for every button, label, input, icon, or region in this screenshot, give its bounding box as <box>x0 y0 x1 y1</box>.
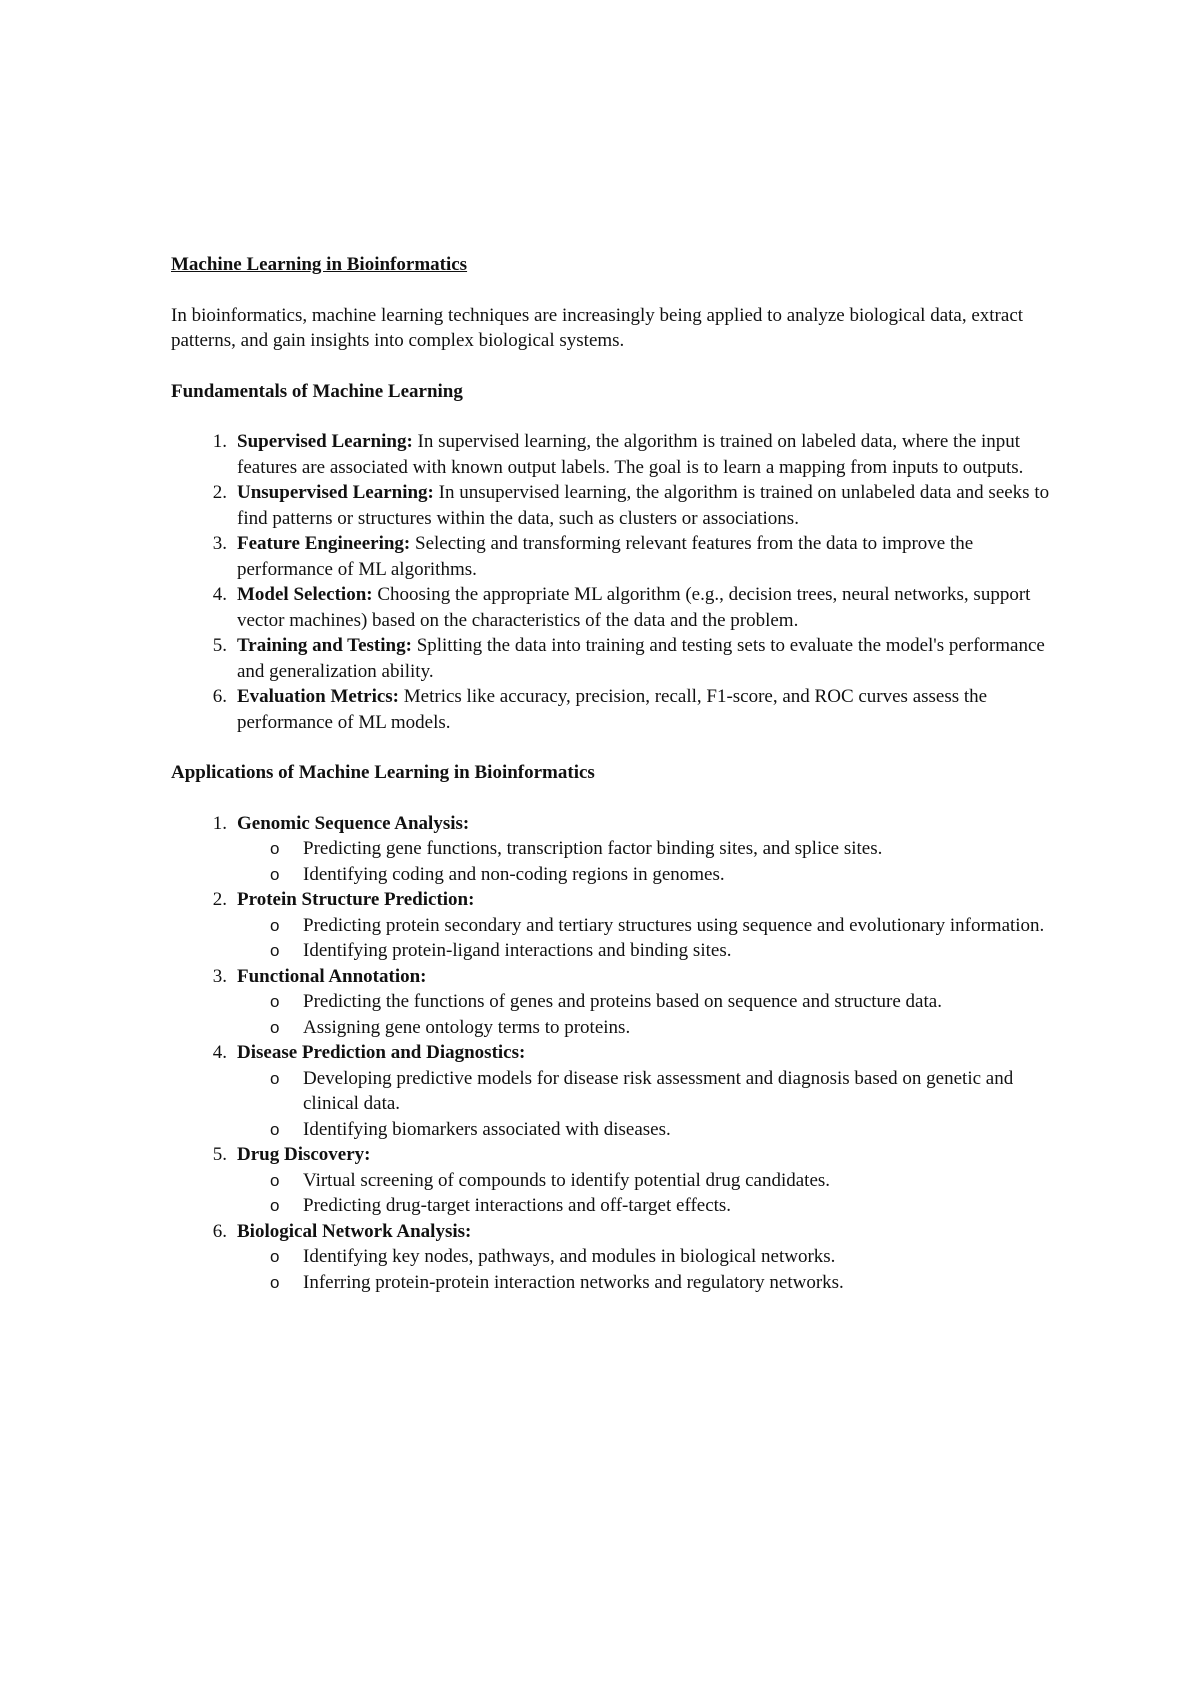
sub-list <box>237 1244 1051 1295</box>
list-item-text: Metrics like accuracy, precision, recall, F1-score, and ROC curves assess the performance of ML models. <box>237 686 988 733</box>
bullet-icon: o <box>270 1247 280 1266</box>
sub-list-item <box>237 1168 1051 1194</box>
sub-list-item <box>237 836 1051 862</box>
sub-list-item <box>237 913 1051 939</box>
list-number: 1. <box>212 431 227 452</box>
sub-list-item-text: Inferring protein-protein interaction networks and regulatory networks. <box>303 1271 844 1293</box>
list-number: 5. <box>212 1144 227 1165</box>
sub-list-item <box>237 938 1051 964</box>
sub-list-item <box>237 1193 1051 1219</box>
section-heading-fundamentals: Fundamentals of Machine Learning <box>171 380 463 402</box>
list-item-text: Choosing the appropriate ML algorithm (e.g., decision trees, neural networks, support vector machines) based on the characteristics of the data and the problem. <box>237 584 1031 631</box>
list-number: 4. <box>212 584 227 605</box>
list-item <box>171 684 1051 735</box>
sub-list-item-text: Assigning gene ontology terms to proteins. <box>303 1016 631 1038</box>
sub-list-item-text: Predicting the functions of genes and proteins based on sequence and structure data. <box>303 991 942 1012</box>
sub-list-item-text: Virtual screening of compounds to identify potential drug candidates. <box>303 1169 831 1191</box>
list-item-term: Model Selection: <box>237 584 373 605</box>
sub-list <box>237 836 1051 887</box>
list-number: 5. <box>212 635 227 656</box>
list-item <box>171 811 1051 888</box>
list-item <box>171 633 1051 684</box>
fundamentals-list <box>171 429 1051 735</box>
sub-list-item <box>237 1117 1051 1143</box>
sub-list-item-text: Identifying key nodes, pathways, and modules in biological networks. <box>303 1246 836 1267</box>
bullet-icon: o <box>270 1272 280 1292</box>
bullet-icon: o <box>270 1170 280 1190</box>
list-item <box>171 964 1051 1041</box>
sub-list <box>237 989 1051 1040</box>
list-item <box>171 429 1051 480</box>
bullet-icon: o <box>270 1017 280 1037</box>
bullet-icon: o <box>270 1068 280 1088</box>
document-content <box>171 252 1051 1320</box>
list-number: 2. <box>212 482 227 503</box>
sub-list-item <box>237 1270 1051 1296</box>
list-number: 3. <box>212 533 227 554</box>
sub-list-item-text: Developing predictive models for disease risk assessment and diagnosis based on genetic and clinical data. <box>303 1067 1014 1114</box>
sub-list-item-text: Identifying coding and non-coding regions in genomes. <box>303 863 725 885</box>
sub-list-item-text: Identifying biomarkers associated with diseases. <box>303 1118 671 1140</box>
applications-list <box>171 811 1051 1296</box>
list-number: 6. <box>212 1220 227 1242</box>
list-item-term: Training and Testing: <box>237 635 412 656</box>
bullet-icon: o <box>270 1196 280 1215</box>
list-item <box>171 582 1051 633</box>
sub-list-item-text: Identifying protein-ligand interactions and binding sites. <box>303 940 732 961</box>
list-item <box>171 1219 1051 1296</box>
list-number: 3. <box>212 965 227 987</box>
list-number: 2. <box>212 889 227 910</box>
section-heading-applications: Applications of Machine Learning in Bioinformatics <box>171 762 595 783</box>
list-item-term: Supervised Learning: <box>237 431 413 452</box>
list-item-term: Feature Engineering: <box>237 533 411 554</box>
list-item-term: Biological Network Analysis: <box>237 1220 472 1242</box>
list-item-term: Disease Prediction and Diagnostics: <box>237 1042 526 1063</box>
bullet-icon: o <box>270 992 280 1011</box>
list-item-text: Selecting and transforming relevant features from the data to improve the performance of ML algorithms. <box>237 533 974 580</box>
list-item-term: Functional Annotation: <box>237 965 427 987</box>
bullet-icon: o <box>270 864 280 884</box>
list-number: 4. <box>212 1042 227 1063</box>
intro-paragraph: In bioinformatics, machine learning techniques are increasingly being applied to analyze biological data, extract patterns, and gain insights into complex biological systems. <box>171 304 1024 351</box>
sub-list-item-text: Predicting drug-target interactions and off-target effects. <box>303 1195 732 1216</box>
list-item-text: In supervised learning, the algorithm is trained on labeled data, where the input features are associated with known output labels. The goal is to learn a mapping from inputs to outputs. <box>237 431 1024 478</box>
list-item-term: Evaluation Metrics: <box>237 686 400 707</box>
list-item <box>171 887 1051 964</box>
list-item-text: Splitting the data into training and testing sets to evaluate the model's performance and generalization ability. <box>237 635 1045 682</box>
bullet-icon: o <box>270 941 280 960</box>
sub-list <box>237 913 1051 964</box>
list-item <box>171 480 1051 531</box>
document-title: Machine Learning in Bioinformatics <box>171 254 468 275</box>
list-item <box>171 1040 1051 1142</box>
list-item-term: Drug Discovery: <box>237 1144 371 1165</box>
list-number: 1. <box>212 812 227 834</box>
bullet-icon: o <box>270 915 280 935</box>
sub-list-item <box>237 989 1051 1015</box>
sub-list-item-text: Predicting gene functions, transcription factor binding sites, and splice sites. <box>303 838 883 859</box>
sub-list-item-text: Predicting protein secondary and tertiary structures using sequence and evolutionary information. <box>303 914 1045 936</box>
sub-list-item <box>237 1066 1051 1117</box>
list-item <box>171 531 1051 582</box>
list-item-text: In unsupervised learning, the algorithm is trained on unlabeled data and seeks to find patterns or structures within the data, such as clusters or associations. <box>237 482 1050 529</box>
bullet-icon: o <box>270 839 280 858</box>
list-item-term: Protein Structure Prediction: <box>237 889 475 910</box>
sub-list-item <box>237 1244 1051 1270</box>
bullet-icon: o <box>270 1119 280 1139</box>
list-item-term: Unsupervised Learning: <box>237 482 434 503</box>
list-item <box>171 1142 1051 1219</box>
list-number: 6. <box>212 686 227 707</box>
sub-list <box>237 1168 1051 1219</box>
list-item-term: Genomic Sequence Analysis: <box>237 812 470 834</box>
sub-list-item <box>237 862 1051 888</box>
sub-list <box>237 1066 1051 1143</box>
sub-list-item <box>237 1015 1051 1041</box>
